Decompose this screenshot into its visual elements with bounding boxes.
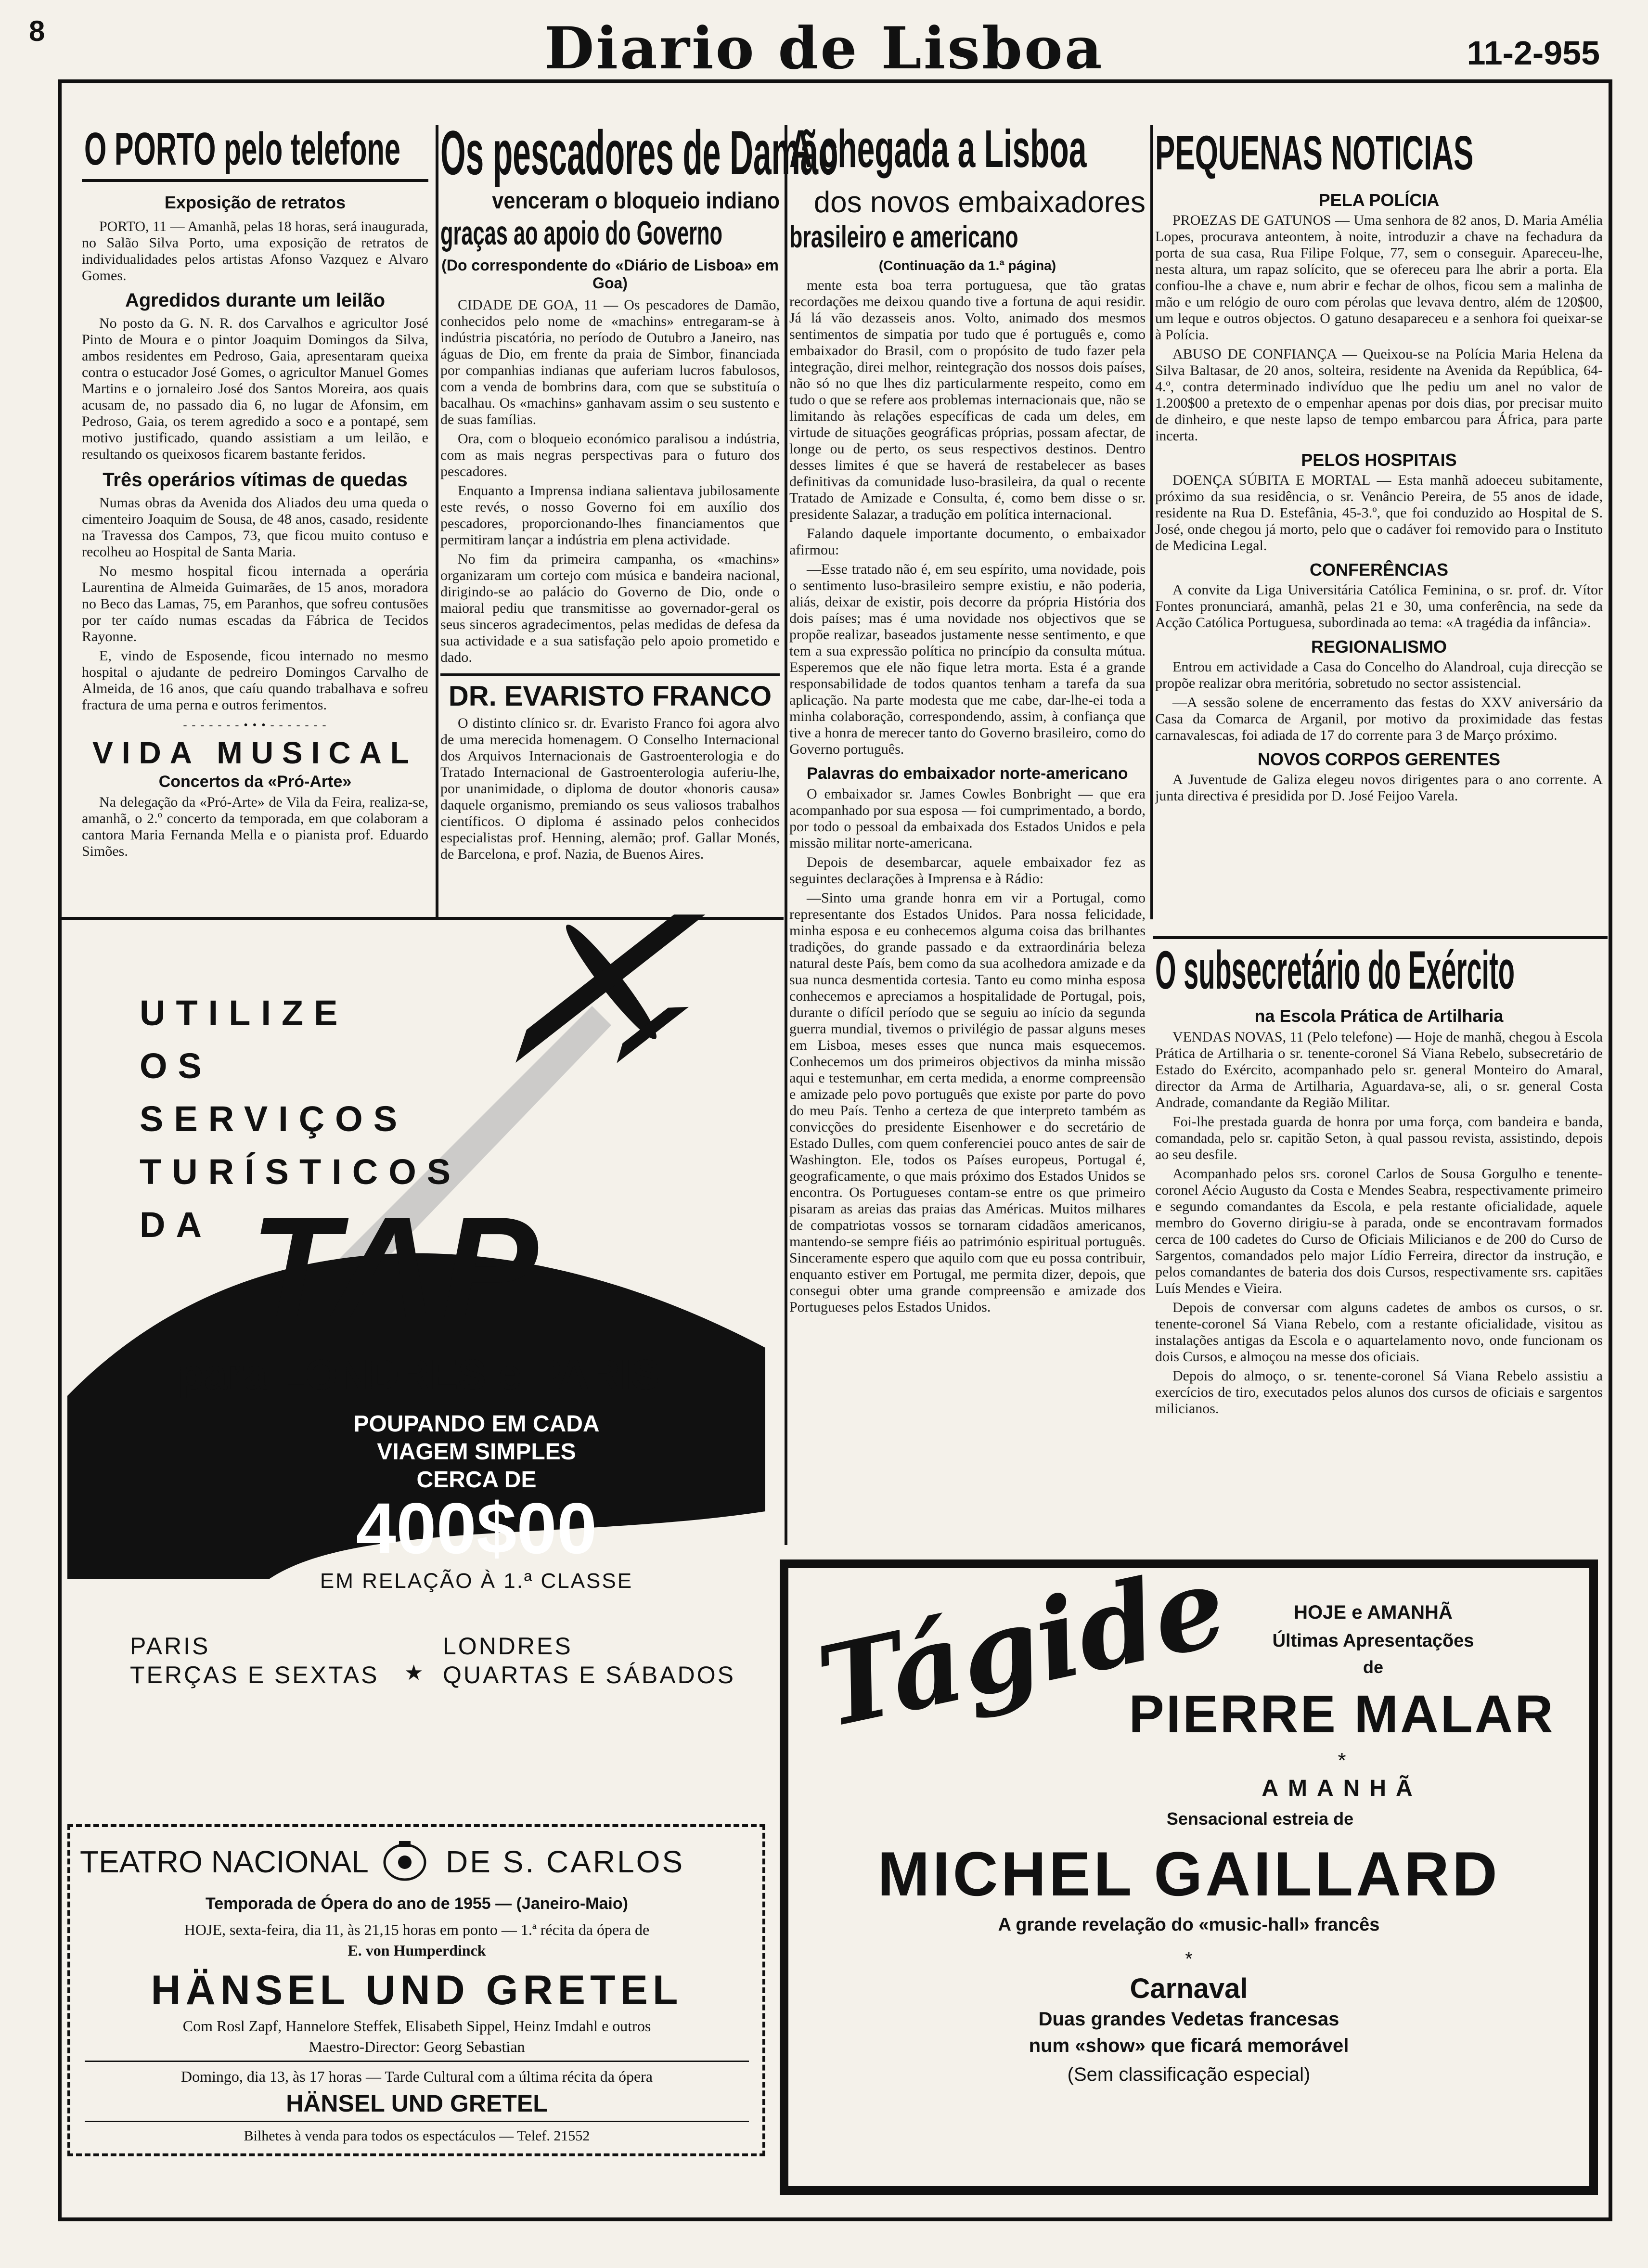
tagide-show: num «show» que ficará memorável <box>1029 2035 1349 2056</box>
section-title: Agredidos durante um leilão <box>125 290 386 311</box>
tap-relation: EM RELAÇÃO À 1.ª CLASSE <box>320 1569 633 1593</box>
tagide-vedetas: Duas grandes Vedetas francesas <box>1038 2009 1339 2030</box>
tagide-advertisement <box>780 1540 1598 2195</box>
teatro-tickets: Bilhetes à venda para todos os espectáculos — Telef. 21552 <box>244 2128 590 2144</box>
article-body: Numas obras da Avenida dos Aliados deu uma queda o cimenteiro Joaquim de Sousa, de 48 anos, casado, residente na Travessa dos Campos, 73, que ficou muito contuso e recolheu ao Hospital de Santa Maria. No mesmo hospital ficou internada a operária Laurentina de Almeida Guimarães, de 15 anos, moradora no Beco das Lamas, 75, em Paranhos, que sofreu contusões por ter caído numas escadas da Fábrica de Tecidos Rayonne. E, vindo de Esposende, ficou internado no mesmo hospital o ajudante de pedreiro Domingos Carvalho de Almeida, de 16 anos, que caíu quando trabalhava e sofreu fractura de uma perna e outros ferimentos. <box>82 495 428 713</box>
tagide-debut: Sensacional estreia de <box>1166 1809 1354 1829</box>
tap-schedule-paris: PARIS TERÇAS E SEXTAS <box>130 1633 379 1688</box>
section-title: VIDA MUSICAL <box>92 735 418 770</box>
star-icon: ★ <box>404 1661 424 1685</box>
noticias-column <box>1155 190 1603 936</box>
section-title: PELA POLÍCIA <box>1318 190 1440 210</box>
page-number: 8 <box>29 15 45 47</box>
article-body: PROEZAS DE GATUNOS — Uma senhora de 82 anos, D. Maria Amélia Lopes, procurava anteontem, à noite, introduzir a chave na fechadura da porta de sua casa, Rua Filipe Folque, 77, sem o conseguir. Apareceu-lhe, nesta altura, um rapaz solícito, que se ofereceu para lhe abrir a porta. Ela confiou-lhe a chave e, num abrir e fechar de olhos, ficou sem a malinha de mão e um relógio de ouro com pérolas que levava dentro, além de 120$00, um leque e outros objectos. O gatuno desapareceu e a senhora foi queixar-se à Polícia. ABUSO DE CONFIANÇA — Queixou-se na Polícia Maria Helena da Silva Baltasar, de 20 anos, solteira, residente na Avenida da República, 64-4.º, contra determinado indivíduo que lhe pediu um anel no valor de 1.200$00 a pretexto de o empenhar apenas por dois dias, por precisar muito de dinheiro, e que neste lapso de tempo embarcou para África, para parte incerta. <box>1155 212 1603 444</box>
divider <box>85 2061 749 2062</box>
tagide-classification: (Sem classificação especial) <box>1067 2064 1311 2085</box>
section-title: PELOS HOSPITAIS <box>1301 450 1457 470</box>
headline-pequenas-noticias: PEQUENAS NOTICIAS <box>1155 126 1474 180</box>
tagide-tomorrow: AMANHÃ <box>1262 1776 1422 1801</box>
article-deck: dos novos embaixadores <box>813 186 1146 219</box>
column-rule <box>436 125 438 919</box>
tagide-last: Últimas Apresentações <box>1272 1631 1474 1651</box>
article-deck: venceram o bloqueio indiano <box>492 188 780 214</box>
teatro-cast: Com Rosl Zapf, Hannelore Steffek, Elisabeth Sippel, Heinz Imdahl e outros <box>182 2017 651 2035</box>
headline-lisboa: A chegada a Lisboa <box>789 119 1087 179</box>
headline-exercito: O subsecretário do Exército <box>1155 940 1515 1000</box>
article-byline: (Do correspondente do «Diário de Lisboa» em Goa) <box>441 257 779 292</box>
tagide-de: de <box>1363 1657 1383 1677</box>
tagide-revelation: A grande revelação do «music-hall» francês <box>998 1915 1380 1935</box>
section-title: Palavras do embaixador norte-americano <box>807 764 1128 783</box>
section-rule <box>1153 936 1608 939</box>
tagide-artist-1: PIERRE MALAR <box>1129 1685 1555 1744</box>
article-deck: brasileiro e americano <box>789 219 1018 254</box>
teatro-title-left: TEATRO NACIONAL <box>80 1844 369 1879</box>
section-title: CONFERÊNCIAS <box>1309 560 1449 580</box>
article-body: O embaixador sr. James Cowles Bonbright — que era acompanhado por sua esposa — foi cumprimentado, a bordo, por todo o pessoal da embaixada dos Estados Unidos e pela missão militar norte-americana. Depois de desembarcar, aquele embaixador fez as seguintes declarações à Imprensa e à Rádio: —Sinto uma grande honra em vir a Portugal, como representante dos Estados Unidos. Para nossa felicidade, minha esposa e eu conhecemos alguma coisa das brilhantes tradições, do grande passado e da extraordinária beleza natural deste País, bem como da sua acolhedora amizade e da sua nunca desmentida cortesia. Tanto eu como minha esposa conhecemos e apreciamos a hospitalidade de Portugal, pois, durante o difícil período que se seguiu ao início da segunda guerra mundial, tivemos o privilégio de passar alguns meses em Lisboa, meses esses que nunca mais esquecemos. Conhecemos um dos primeiros objectivos da minha missão aqui e testemunhar, em certa medida, a enorme compreensão e amizade pelo povo português que existe por parte do povo do meu País. Tenho a certeza de que interpreto também as convicções do presidente Eisenhower e do secretário de Estado Dulles, com quem conferenciei pouco antes de sair de Washington. Ele, todos os Países europeus, Portugal é, geograficamente, o que mais próximo dos Estados Unidos se encontra. Os Portugueses contam-se entre os que primeiro pisaram as areias das praias das Américas. Muitos milhares de compatriotas vossos se tornaram cidadãos americanos, mantendo-se sempre fiéis ao património espiritual português. Sinceramente espero que aquilo com que eu possa contribuir, enquanto estiver em Portugal, me permita dizer, depois, que consegui obter uma grande compreensão e amizade dos Portugueses pelos Estados Unidos. <box>789 786 1146 1315</box>
tap-slogan: UTILIZE OS SERVIÇOS TURÍSTICOS DA <box>140 993 462 1245</box>
article-body: CIDADE DE GOA, 11 — Os pescadores de Damão, conhecidos pelo nome de «machins» entregaram-se à indústria piscatória, no período de Outubro a Janeiro, nas águas de Dio, em frente da praia de Simbor, financiada por companhias indianas que auferiam lucros fabulosos, com a venda de bombrins dara, com que se substituía o bacalhau. Os «machins» ganhavam assim o seu sustento e de suas famílias. Ora, com o bloqueio económico paralisou a indústria, com as mais negras perspectivas para o futuro dos pescadores. Enquanto a Imprensa indiana salientava jubilosamente este revés, o nosso Governo foi em auxílio dos pescadores, proporcionando-lhes financiamentos que permitiram lançar a indústria em plena actividade. No fim da primeira campanha, os «machins» organizaram um cortejo com música e bandeira nacional, dirigindo-se ao palácio do Governo de Dio, onde o maioral pediu que transmitisse ao governador-geral os seus sinceros agradecimentos, pelas medidas de defesa da sua actividade e a sua satisfação pelo apoio prometido e dado. <box>440 297 780 665</box>
tap-logo: TAP <box>250 1186 543 1348</box>
tap-schedule-london: LONDRES QUARTAS E SÁBADOS <box>443 1633 735 1688</box>
ornament-divider: - - - - - - - • • • - - - - - - - <box>183 719 327 732</box>
teatro-today: HOJE, sexta-feira, dia 11, às 21,15 horas em ponto — 1.ª récita da ópera de <box>184 1921 650 1938</box>
headline-rule <box>82 179 428 182</box>
tagide-logo: Tágide <box>808 1540 1237 1753</box>
issue-date: 11-2-955 <box>1467 34 1600 72</box>
section-subtitle: Concertos da «Pró-Arte» <box>158 773 352 791</box>
continuation-note: (Continuação da 1.ª página) <box>878 258 1056 273</box>
section-subtitle: na Escola Prática de Artilharia <box>1254 1006 1504 1026</box>
headline-damao: Os pescadores de Damão <box>440 117 838 188</box>
article-body: DOENÇA SÚBITA E MORTAL — Esta manhã adoeceu subitamente, próximo da sua residência, o sr. Venâncio Pereira, de 55 anos de idade, residente na Rua D. Estefânia, 45-3.º, que foi conduzido ao Hospital de S. José, onde chegou já morto, pelo que o cadáver foi removido para o Instituto de Medicina Legal. <box>1155 472 1603 554</box>
crest-icon <box>378 1839 431 1882</box>
column-rule <box>1150 125 1153 919</box>
article-body: PORTO, 11 — Amanhã, pelas 18 horas, será inaugurada, no Salão Silva Porto, uma exposição de retratos de individualidades pelos artistas Afonso Vazquez e Alvaro Gomes. <box>82 219 428 284</box>
teatro-conductor: Maestro-Director: Georg Sebastian <box>309 2038 525 2055</box>
tap-advertisement <box>67 915 765 1829</box>
porto-column <box>82 193 428 863</box>
teatro-opera: HÄNSEL UND GRETEL <box>151 1967 683 2013</box>
teatro-opera-sunday: HÄNSEL UND GRETEL <box>286 2090 548 2117</box>
article-body: A convite da Liga Universitária Católica Feminina, o sr. prof. dr. Vítor Fontes pronunciará, amanhã, pelas 21 e 30, uma conferência, na sede da Acção Católica Portuguesa, subordinada ao tema: «A tragédia da infância». <box>1155 582 1603 631</box>
teatro-season: Temporada de Ópera do ano de 1955 — (Janeiro-Maio) <box>206 1894 628 1913</box>
tap-price: 400$00 <box>356 1488 597 1569</box>
teatro-title-right: DE S. CARLOS <box>446 1844 685 1879</box>
article-body: mente esta boa terra portuguesa, que tão gratas recordações me deixou quando tive a fortuna de aqui residir. Já lá vão dezasseis anos. Volto, animado dos mesmos sentimentos de simpatia por tudo que é português e, como embaixador do Brasil, com o propósito de tudo fazer pela integração, direi melhor, reintegração dos nossos dois países, não só no que lhes diz particularmente respeito, como em tudo o que se refere aos problemas internacionais que, não se limitando às relações específicas de cada um deles, em virtude de situações geográficas próprias, possam afectar, de longe ou de perto, os seus respectivos destinos. Dentro desses limites é que se haverá de restabelecer as bases definitivas da comunidade luso-brasileira, da qual o recente Tratado de Amizade e Consulta, é, como bem disse o sr. presidente Salazar, a tradução em política internacional. Falando daquele importante documento, o embaixador afirmou: —Esse tratado não é, em seu espírito, uma novidade, pois o sentimento luso-brasileiro sempre existiu, e não poderia, aliás, deixar de existir, pois decorre da própria História dos dois países; mas é uma novidade nos objectivos que se propõe realizar, baseados justamente nesse sentimento, e que tem a sua expressão política no princípio da consulta mútua. Esperemos que ele não fique letra morta. Esta é a grande responsabilidade de todos quantos tenham a tarefa da sua aplicação. Na parte modesta que me cabe, dar-lhe-ei toda a minha colaboração, correspondendo, assim, à confiança que tive a honra de merecer tanto do Governo brasileiro, como do Governo português. <box>789 277 1146 757</box>
tap-route: para LONDRES e PARIS <box>178 1351 660 1398</box>
section-title: DR. EVARISTO FRANCO <box>448 681 772 712</box>
teatro-sunday: Domingo, dia 13, às 17 horas — Tarde Cultural com a última récita da ópera <box>181 2068 653 2085</box>
teatro-composer: E. von Humperdinck <box>348 1942 486 1959</box>
damao-column <box>440 188 780 865</box>
star-icon: * <box>1338 1749 1346 1772</box>
column-rule <box>785 125 787 1545</box>
article-body: Na delegação da «Pró-Arte» de Vila da Feira, realiza-se, amanhã, o 2.º concerto da temporada, em que colaboram a cantora Maria Fernanda Mella e o pianista prof. Eduardo Simões. <box>82 794 428 859</box>
airplane-icon <box>468 915 754 1116</box>
section-title: Três operários vítimas de quedas <box>103 469 408 490</box>
article-body: O distinto clínico sr. dr. Evaristo Franco foi agora alvo de uma merecida homenagem. O Conselho Internacional dos Arquivos Internacionais de Gastroenterologia e do Tratado Internacional de Gastroenterologia auferiu-lhe, por unanimidade, o diploma de doutor «honoris causa» daquele organismo, premiando os seus valiosos trabalhos científicos. O diploma é assinado pelos conhecidos especialistas prof. Henning, alemão; prof. Gallar Monés, de Barcelona, e prof. Nazia, de Buenos Aires. <box>440 715 780 862</box>
star-icon: * <box>1185 1948 1193 1970</box>
section-title: REGIONALISMO <box>1311 637 1447 657</box>
section-rule <box>440 673 780 676</box>
article-body: A Juventude de Galiza elegeu novos dirigentes para o ano corrente. A junta directiva é presidida por D. José Feijoo Varela. <box>1155 772 1603 804</box>
tagide-carnaval: Carnaval <box>1130 1973 1248 2004</box>
article-body: Entrou em actividade a Casa do Concelho do Alandroal, cuja direcção se propõe realizar obra meritória, sobretudo no sector assistencial. —A sessão solene de encerramento das festas do XXV aniversário da Casa da Comarca de Arganil, por motivo da proximidade das festas carnavalescas, foi adiada de 17 do corrente para 3 de Março próximo. <box>1155 659 1603 743</box>
divider <box>85 2121 749 2122</box>
headline-porto: O PORTO pelo telefone <box>84 123 401 175</box>
article-body: No posto da G. N. R. dos Carvalhos e agricultor José Pinto de Moura e o pintor Joaquim Domingos da Silva, ambos residentes em Pedroso, Gaia, apresentaram queixa contra o estucador José Gomes, o agricultor Manuel Gomes Martins e o jornaleiro José dos Santos Moreira, aos quais acusam de, no passado dia 6, no lugar de Afonsim, em Pedroso, Gaia, os terem agredido a soco e a pontapé, sem motivo justificado, quando assistiam a um leilão, e resultando os queixosos ficarem bastante feridos. <box>82 315 428 462</box>
exercito-column <box>1155 1006 1603 1545</box>
tap-saving: POUPANDO EM CADA VIAGEM SIMPLES CERCA DE <box>353 1411 600 1493</box>
tagide-today: HOJE e AMANHÃ <box>1294 1602 1453 1623</box>
section-title: NOVOS CORPOS GERENTES <box>1257 749 1501 769</box>
article-body: VENDAS NOVAS, 11 (Pelo telefone) — Hoje de manhã, chegou à Escola Prática de Artilharia o sr. tenente-coronel Sá Viana Rebelo, subsecretário de Estado do Exército, acompanhado pelo sr. general Monteiro do Amaral, director da Arma de Artilharia, Aguardava-se, ali, o sr. general Costa Andrade, comandante da Região Militar. Foi-lhe prestada guarda de honra por uma força, com bandeira e banda, comandada, pelo sr. capitão Seton, à qual passou revista, assistindo, depois ao seu desfile. Acompanhado pelos srs. coronel Carlos de Sousa Gorgulho e tenente-coronel Aécio Augusto da Costa e Mendes Seabra, respectivamente primeiro e segundo comandantes da Escola, e pela restante oficialidade, aquele membro do Governo dirigiu-se à parada, onde se encontravam formados cerca de 100 cadetes do Curso de Oficiais Milicianos e de 200 do Curso de Sargentos, comandados pelo major Lídio Ferreira, director da instrução, e pelos comandantes de bateria dos dois Cursos, respectivamente srs. capitães Luís Mendes e Vieira. Depois de conversar com alguns cadetes de ambos os cursos, o sr. tenente-coronel Sá Viana Rebelo, com a restante oficialidade, visitou as instalações antigas da Escola e o aquartelamento novo, onde funcionam os dois Cursos, e almoçou na messe dos oficiais. Depois do almoço, o sr. tenente-coronel Sá Viana Rebelo assistiu a exercícios de tiro, executados pelos alunos dos cursos de oficiais e sargentos milicianos. <box>1155 1029 1603 1417</box>
lisboa-column <box>789 185 1146 1397</box>
teatro-sao-carlos-advertisement <box>67 1824 765 2156</box>
newspaper-title: Diario de Lisboa <box>544 14 1104 82</box>
article-deck: graças ao apoio do Governo <box>440 214 723 252</box>
section-title: Exposição de retratos <box>164 193 346 212</box>
tagide-artist-2: MICHEL GAILLARD <box>877 1839 1500 1909</box>
